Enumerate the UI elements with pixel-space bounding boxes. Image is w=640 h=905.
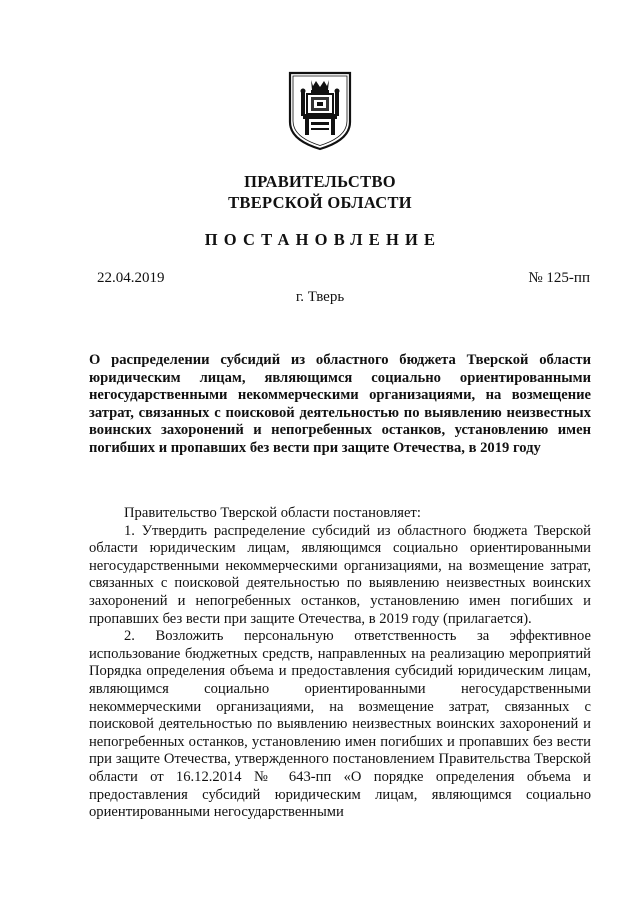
- document-body: [89, 505, 591, 822]
- document-subject-title: О распределении субсидий из областного бюджета Тверской области юридическим лицам, являющимся социально ориентированными негосударственными некоммерческими организациями, на возмещение затрат, связанных с поисковой деятельностью по выявлению неизвестных воинских захоронений и непогребенных останков, установлению имен погибших и пропавших без вести при защите Отечества, в 2019 году: [89, 352, 591, 456]
- authority-name-line2: ТВЕРСКОЙ ОБЛАСТИ: [228, 193, 412, 212]
- authority-name-line1: ПРАВИТЕЛЬСТВО: [244, 172, 396, 191]
- document-type-heading: ПОСТАНОВЛЕНИЕ: [204, 230, 442, 249]
- tver-coat-of-arms-icon: [287, 70, 353, 152]
- body-item-1: 1. Утвердить распределение субсидий из областного бюджета Тверской области юридическим лицам, являющимся социально ориентированными негосударственными некоммерческими организациями, на возмещение затрат, связанных с поисковой деятельностью по выявлению неизвестных воинских захоронений и непогребенных останков, установлению имен погибших и пропавших без вести при защите Отечества, в 2019 году (прилагается).: [89, 522, 591, 627]
- document-number: № 125-пп: [528, 270, 590, 286]
- document-date: 22.04.2019: [97, 270, 165, 286]
- document-city: г. Тверь: [295, 289, 345, 305]
- body-preamble: Правительство Тверской области постановляет:: [124, 505, 421, 521]
- body-item-2: 2. Возложить персональную ответственность за эффективное использование бюджетных средств, направленных на реализацию мероприятий Порядка определения объема и предоставления субсидий юридическим лицам, являющимся социально ориентированными негосударственными некоммерческими организациями, на возмещение затрат, связанных с поисковой деятельностью по выявлению неизвестных воинских захоронений и непогребенных останков, установлению имен погибших и пропавших без вести при защите Отечества, утвержденного постановлением Правительства Тверской области от 16.12.2014 № 643-пп «О порядке определения объема и предоставления субсидий юридическим лицам, являющимся социально ориентированными негосударственными: [89, 628, 591, 821]
